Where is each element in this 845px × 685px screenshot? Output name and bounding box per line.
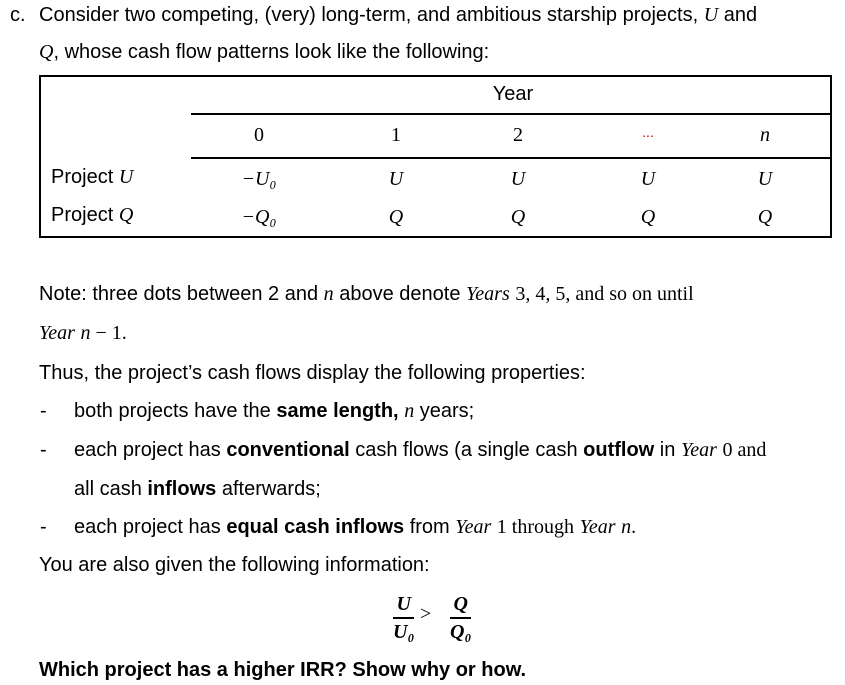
item-label: c.	[10, 4, 26, 26]
cell-u-3: U	[640, 168, 656, 190]
cell-u-2: U	[510, 168, 526, 190]
fraction-right	[450, 594, 471, 642]
fraction-left-bar	[393, 617, 414, 619]
cell-q-3: Q	[640, 206, 656, 228]
intro-text: Consider two competing, (very) long-term, and ambitious starship projects,	[39, 4, 699, 26]
bullet-dash-2: -	[40, 439, 47, 461]
and-text: and	[723, 4, 758, 26]
col-n: n	[760, 124, 770, 146]
row-label-u: Project U	[51, 166, 134, 188]
intro-line-2	[39, 42, 489, 62]
intro-line-1	[39, 5, 757, 25]
fraction-right-denominator: Q₀	[450, 621, 472, 643]
thus-line: Thus, the project’s cash flows display the following properties:	[39, 362, 586, 384]
fraction-left-denominator: U₀	[393, 621, 415, 643]
bullet-2-line-1: each project has conventional cash flows (a single cash outflow in Year 0 and	[74, 439, 767, 461]
bullet-3: each project has equal cash inflows from Year 1 through Year n.	[74, 516, 637, 538]
bullet-2-line-2: all cash inflows afterwards;	[74, 478, 321, 500]
col-2: 2	[513, 124, 523, 146]
fraction-left-numerator: U	[396, 593, 411, 615]
row-label-q: Project Q	[51, 204, 134, 226]
bullet-dash-3: -	[40, 516, 47, 538]
cell-q-n: Q	[757, 206, 773, 228]
table-rule-top	[191, 113, 830, 115]
cell-q-1: Q	[388, 206, 404, 228]
greater-than: >	[420, 603, 432, 625]
table-rule-mid	[191, 157, 830, 159]
given-line: You are also given the following information:	[39, 554, 430, 576]
cell-u-1: U	[388, 168, 404, 190]
col-1: 1	[391, 124, 401, 146]
col-ellipsis: ...	[642, 124, 654, 140]
bullet-1: both projects have the same length, n years;	[74, 400, 475, 422]
cell-q-2: Q	[510, 206, 526, 228]
col-0: 0	[254, 124, 264, 146]
cash-flow-table	[39, 75, 832, 238]
cell-q-0: −Q₀	[241, 206, 277, 228]
intro-text-2: , whose cash flow patterns look like the following:	[53, 41, 490, 63]
question: Which project has a higher IRR? Show why or how.	[39, 659, 527, 681]
year-header: Year	[492, 83, 534, 105]
cell-u-n: U	[757, 168, 773, 190]
fraction-left	[393, 594, 414, 642]
bullet-dash-1: -	[40, 400, 47, 422]
fraction-right-numerator: Q	[453, 593, 468, 615]
fraction-right-bar	[450, 617, 471, 619]
var-q: Q	[39, 41, 54, 63]
note-line-1: Note: three dots between 2 and n above denote Years 3, 4, 5, and so on until	[39, 283, 694, 305]
note-line-2: Year n − 1.	[39, 322, 127, 344]
cell-u-0: −U₀	[241, 168, 277, 190]
var-u: U	[703, 4, 719, 26]
